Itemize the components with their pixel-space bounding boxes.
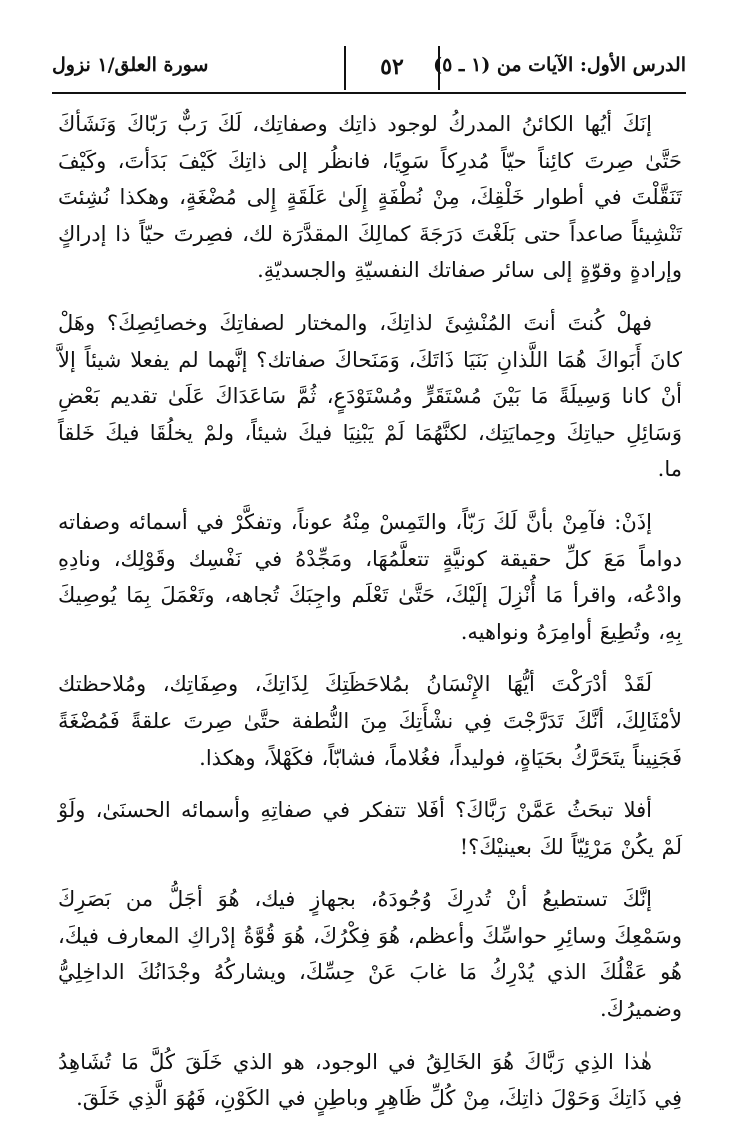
lesson-title: الدرس الأول: الآيات من (١ ـ ٥) [433, 54, 686, 76]
surah-title: سورة العلق/١ نزول [52, 54, 209, 76]
paragraph: هٰذا الذِي رَبَّاكَ هُوَ الخَالِقُ في الوجود، هو الذي خَلَقَ كُلَّ مَا تُشَاهِدُ فِي ذَاتِكَ وَحَوْلَ ذاتِكَ، مِنْ كُلِّ ظَاهِرٍ وباطِنٍ في الكَوْنِ، فَهُوَ الَّذِي خَلَقَ. [58, 1049, 682, 1111]
page-number: ٥٢ [344, 46, 440, 90]
paragraph: فهلْ كُنتَ أنتَ المُنْشِئَ لذاتِكَ، والمختار لصفاتِكَ وخصائِصِكَ؟ وهَلْ كانَ أَبَواكَ هُمَا اللَّذانِ بَنَيَا ذَاتَكَ، وَمَنَحاكَ صفاتك؟ إنَّهما لم يفعلا شيئاً إلاَّ أنْ كانا وَسِيلَةً مَا بَيْنَ مُسْتَقَرٍّ ومُسْتَوْدَعٍ، ثُمَّ سَاعَدَاكَ عَلَىٰ تقديم بَعْضِ وَسَائِلِ حياتِكَ وحِمايَتِك، لكنَّهُمَا لَمْ يَبْنِيَا فيكَ شيئاً، ولمْ يخلُقَا فيكَ خَلقاً ما. [58, 310, 682, 482]
body-text [58, 106, 682, 1133]
paragraph: لَقَدْ أدْرَكْتَ أيُّهَا الإِنْسَانُ بمُلاحَظَتِكَ لِذَاتِكَ، وصِفَاتِك، ومُلاحظتك لأمْثَالِكَ، أنَّكَ تَدَرَّجْتَ فِي نشْأَتِكَ مِنَ النُّطفة حتَّىٰ صِرتَ علقةً فَمُضْغَةً فَجَنِيناً يتَحَرَّكُ بحَيَاةٍ، فوليداً، فغُلاماً، فشابّاً، فكَهْلاً، وهكذا. [58, 672, 682, 770]
page-header [52, 46, 686, 94]
paragraph: إذَنْ: فآمِنْ بأنَّ لَكَ رَبّاً، والتَمِسْ مِنْهُ عوناً، وتفكَّرْ في أسمائه وصفاته دواماً مَعَ كلِّ حقيقة كونيَّةٍ تتعلَّمُهَا، ومَجِّدْهُ في نَفْسِك وقَوْلِك، ونادِهِ وادْعُه، واقرأ مَا أُنْزِلَ إلَيْكَ، حَتَّىٰ تَعْلَم واجِبَكَ تُجاهه، وتَعْمَلَ بِمَا يُوصِيكَ بِهِ، وتُطِيعَ أوامِرَهُ ونواهيه. [58, 509, 682, 644]
paragraph: إنَّكَ تستطيعُ أنْ تُدرِكَ وُجُودَهُ، بجهازٍ فيك، هُوَ أجَلُّ من بَصَرِكَ وسَمْعِكَ وسائِرِ حواسِّكَ وأعظم، هُوَ فِكْرُكَ، هُوَ قُوَّةُ إدْراكِ المعارف فيكَ، هُو عَقْلُكَ الذي يُدْرِكُ مَا غابَ عَنْ حِسِّكَ، ويشاركُهُ وجْدَانُكَ الداخِلِيُّ وضميرُكَ. [58, 887, 682, 1022]
paragraph: أفلا تبحَثُ عَمَّنْ رَبَّاكَ؟ أفَلا تتفكر في صفاتِهِ وأسمائه الحسنَىٰ، ولَوْ لَمْ يكُنْ مَرْئِيّاً لكَ بعينيْكَ؟! [58, 798, 682, 859]
paragraph: إنَكَ أيُها الكائنُ المدركُ لوجود ذاتِك وصفاتِك، لَكَ رَبٌّ رَبّاكَ وَنَشَأكَ حَتَّىٰ صِرتَ كائِناً حيّاً مُدرِكاً سَوِيًا، فانظُر إلى ذاتِكَ كَيْفَ بَدَأتَ، وكَيْفَ تَنَقَّلْتَ في أطوار خَلْقِكَ، مِنْ نُطْفَةٍ إِلَىٰ عَلَقَةٍ إِلى مُضْغَةٍ، وهكذا نُشِئتَ تَنْشِيئاً صاعداً حتى بَلَغْتَ دَرَجَةَ كمالِكَ المقدَّرَة لك، فصِرتَ حيّاً ذا إدراكٍ وإرادةٍ وقوّةٍ إلى سائر صفاتك النفسيّةِ والجسديّةِ. [58, 112, 682, 283]
